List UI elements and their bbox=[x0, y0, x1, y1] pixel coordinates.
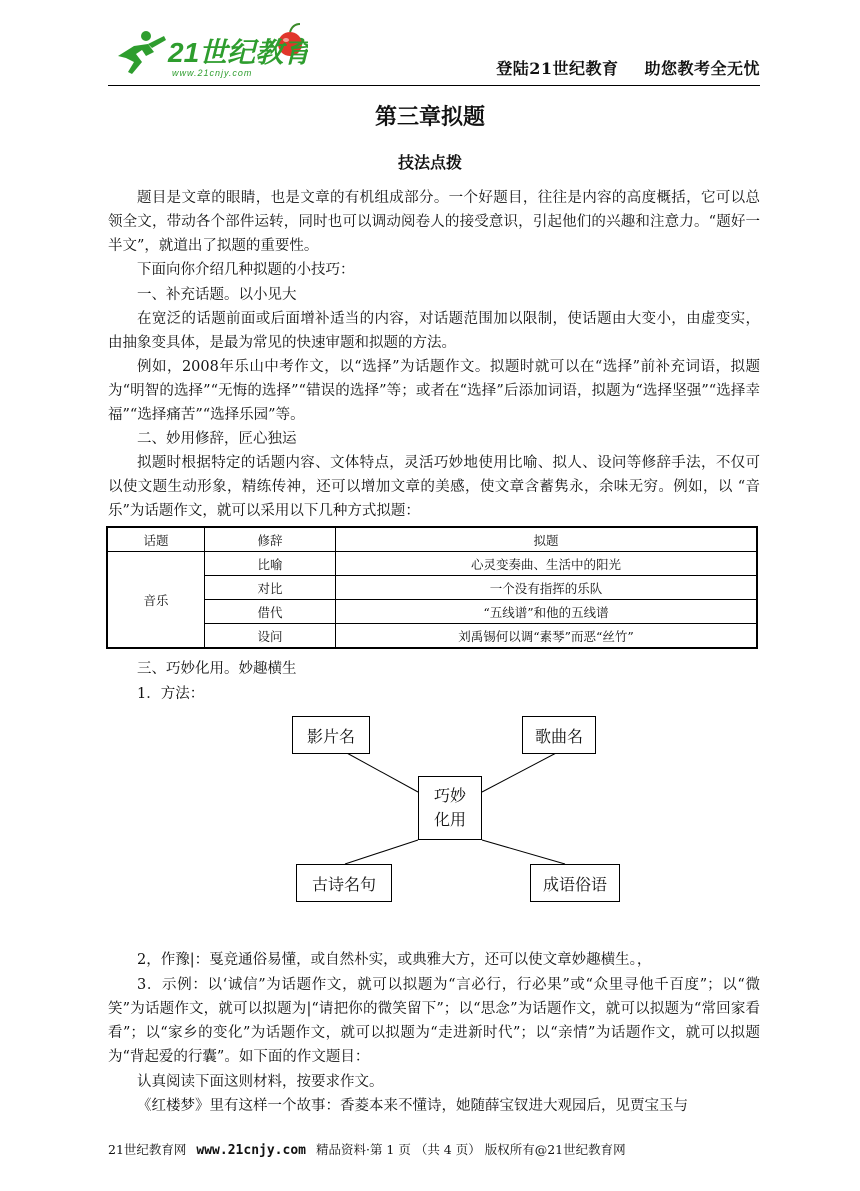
page-title: 第三章拟题 bbox=[374, 104, 485, 130]
heading-method: 1．方法： bbox=[137, 686, 205, 702]
diagram-node-center bbox=[418, 776, 482, 840]
table-header-cell: 话题 bbox=[107, 527, 205, 552]
heading-section-3: 三、巧妙化用。妙趣横生 bbox=[137, 661, 297, 677]
table-header-row bbox=[107, 527, 757, 552]
header-divider bbox=[108, 85, 760, 86]
paragraph-instruction: 认真阅读下面这则材料，按要求作文。 bbox=[137, 1074, 384, 1090]
table-row bbox=[107, 576, 757, 600]
slogan-left: 登陆21世纪教育 bbox=[496, 59, 619, 78]
paragraph-examples: 3．示例：以‘诚信”为话题作文，就可以拟题为“言必行，行必果”或“众里寻他千百度”；以“微笑”为话题作文，就可以拟题为|“请把你的微笑留下”；以“思念”为话题作文，就可以拟题为“常回家看看”；以“家乡的变化”为话题作文，就可以拟题为“走进新时代”；以“亲情”为话题作文，就可以拟题为“背起爱的行囊”。如下面的作文题目： bbox=[108, 977, 760, 1065]
table-title-cell: 刘禹锡何以调“素琴”而恶“丝竹” bbox=[336, 624, 758, 649]
heading-section-2: 二、妙用修辞，匠心独运 bbox=[137, 431, 297, 447]
footer-info: 精品资料·第 1 页 （共 4 页） 版权所有@21世纪教育网 bbox=[315, 1142, 626, 1157]
diagram-node-song: 歌曲名 bbox=[522, 716, 596, 754]
table-title-cell: 心灵变奏曲、生活中的阳光 bbox=[336, 552, 758, 576]
section-subtitle: 技法点拨 bbox=[397, 153, 462, 172]
rhetoric-table bbox=[106, 526, 758, 649]
heading-section-1: 一、补充话题。以小见大 bbox=[137, 287, 297, 303]
table-device-cell: 比喻 bbox=[205, 552, 336, 576]
table-header-cell: 修辞 bbox=[205, 527, 336, 552]
table-title-cell: “五线谱”和他的五线谱 bbox=[336, 600, 758, 624]
diagram-node-idiom: 成语俗语 bbox=[530, 864, 620, 902]
logo-text: 21世纪教育 bbox=[168, 37, 308, 68]
paragraph-effect: 2，作豫|：戛竞通俗易懂，或自然朴实，或典雅大方，还可以使文章妙趣横生。， bbox=[137, 952, 652, 968]
table-title-cell: 一个没有指挥的乐队 bbox=[336, 576, 758, 600]
paragraph-section-2: 拟题时根据特定的话题内容、文体特点，灵活巧妙地使用比喻、拟人、设问等修辞手法，不仅可以使文题生动形象，精练传神，还可以增加文章的美感，使文章含蓄隽永，余味无穷。例如，以 “音乐”为话题作文，就可以采用以下几种方式拟题： bbox=[108, 455, 760, 519]
site-logo bbox=[108, 22, 308, 82]
footer-url-link[interactable]: www.21cnjy.com bbox=[196, 1143, 306, 1158]
table-row bbox=[107, 600, 757, 624]
diagram-center-line2: 化用 bbox=[433, 810, 466, 829]
table-header-cell: 拟题 bbox=[336, 527, 758, 552]
paragraph-tips-intro: 下面向你介绍几种拟题的小技巧： bbox=[137, 262, 355, 278]
paragraph-section-1: 在宽泛的话题前面或后面增补适当的内容，对话题范围加以限制，使话题由大变小，由虚变实，由抽象变具体，是最为常见的快速审题和拟题的方法。 bbox=[108, 311, 760, 351]
paragraph-material: 《红楼梦》里有这样一个故事：香菱本来不懂诗，她随薛宝钗进大观园后，见贾宝玉与 bbox=[137, 1098, 688, 1114]
concept-diagram bbox=[290, 712, 620, 912]
footer-site: 21世纪教育网 bbox=[108, 1142, 187, 1157]
table-row bbox=[107, 624, 757, 649]
diagram-node-poetry: 古诗名句 bbox=[296, 864, 392, 902]
table-row bbox=[107, 552, 757, 576]
table-topic-cell: 音乐 bbox=[107, 552, 205, 649]
table-device-cell: 对比 bbox=[205, 576, 336, 600]
paragraph-example-1: 例如，2008年乐山中考作文，以“选择”为话题作文。拟题时就可以在“选择”前补充词语，拟题为“明智的选择”“无悔的选择”“错误的选择”等；或者在“选择”后添加词语，拟题为“选择坚强”“选择幸福”“选择痛苦”“选择乐园”等。 bbox=[108, 359, 760, 423]
diagram-center-line1: 巧妙 bbox=[433, 786, 466, 805]
page-footer bbox=[108, 1140, 760, 1158]
header-slogan bbox=[440, 56, 760, 79]
slogan-right: 助您教考全无忧 bbox=[644, 59, 760, 78]
table-device-cell: 借代 bbox=[205, 600, 336, 624]
table-device-cell: 设问 bbox=[205, 624, 336, 649]
paragraph-intro: 题目是文章的眼睛，也是文章的有机组成部分。一个好题目，往往是内容的高度概括，它可以总领全文，带动各个部件运转，同时也可以调动阅卷人的接受意识，引起他们的兴趣和注意力。“题好一半文”，就道出了拟题的重要性。 bbox=[108, 190, 760, 254]
diagram-node-film: 影片名 bbox=[292, 716, 370, 754]
logo-url: www.21cnjy.com bbox=[172, 68, 253, 78]
runner-icon bbox=[118, 31, 166, 74]
